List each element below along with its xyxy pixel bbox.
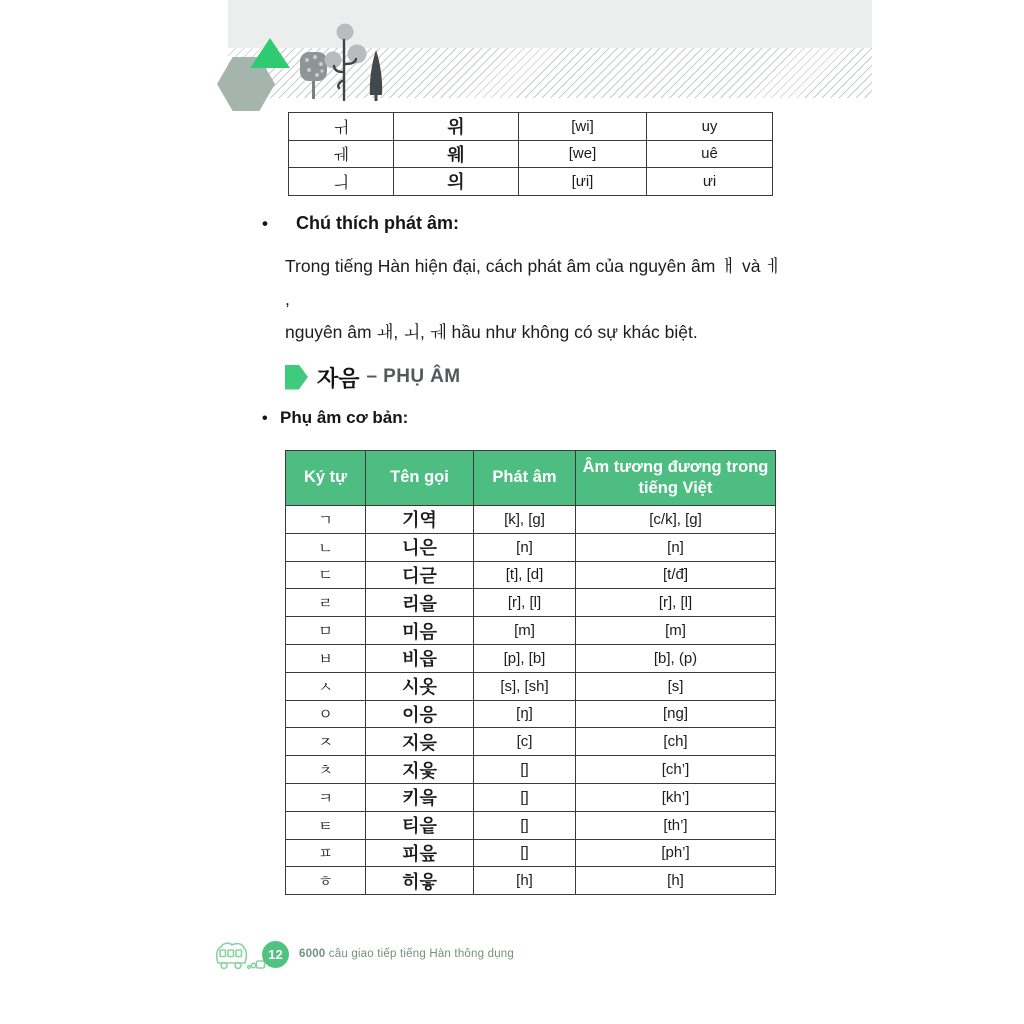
page-number-badge: 12	[262, 941, 289, 968]
table-row	[286, 533, 776, 561]
column-header-symbol: Ký tự	[286, 451, 366, 506]
table-row	[286, 839, 776, 867]
consonant-pronunciation: [t], [d]	[474, 561, 576, 589]
table-row	[289, 113, 773, 141]
vowel-vietnamese: ưi	[647, 168, 773, 196]
consonant-pronunciation: [c]	[474, 728, 576, 756]
consonant-name: 지읒	[366, 728, 474, 756]
consonant-vietnamese: [r], [l]	[576, 589, 776, 617]
consonant-vietnamese: [s]	[576, 672, 776, 700]
column-header-vietnamese: Âm tương đương trong tiếng Việt	[576, 451, 776, 506]
consonant-pronunciation: [s], [sh]	[474, 672, 576, 700]
consonant-pronunciation: []	[474, 783, 576, 811]
bullet-dot: •	[262, 214, 268, 233]
bullet-dot: •	[262, 410, 268, 427]
table-row	[289, 168, 773, 196]
note-heading-label: Chú thích phát âm:	[296, 213, 459, 233]
table-header-row	[286, 451, 776, 506]
consonant-name: 비읍	[366, 644, 474, 672]
consonant-pronunciation: [ŋ]	[474, 700, 576, 728]
consonant-symbol: ㅇ	[286, 700, 366, 728]
subsection-heading-label: Phụ âm cơ bản:	[280, 408, 409, 427]
table-row	[286, 811, 776, 839]
vowel-pronunciation: [ưi]	[519, 168, 647, 196]
consonant-vietnamese: [m]	[576, 617, 776, 645]
consonant-vietnamese: [ng]	[576, 700, 776, 728]
consonant-name: 리을	[366, 589, 474, 617]
vowel-vietnamese: uê	[647, 140, 773, 168]
vowel-vietnamese: uy	[647, 113, 773, 141]
trees-illustration	[292, 20, 397, 102]
consonant-vietnamese: [n]	[576, 533, 776, 561]
consonant-pronunciation: [h]	[474, 867, 576, 895]
consonant-symbol: ㄴ	[286, 533, 366, 561]
consonant-symbol: ㄹ	[286, 589, 366, 617]
consonant-pronunciation: [k], [g]	[474, 506, 576, 534]
table-row	[286, 561, 776, 589]
table-row	[286, 589, 776, 617]
note-heading	[262, 213, 459, 234]
consonant-vietnamese: [kh’]	[576, 783, 776, 811]
consonant-pronunciation: [p], [b]	[474, 644, 576, 672]
consonant-symbol: ㄱ	[286, 506, 366, 534]
table-row	[286, 700, 776, 728]
vowel-name: 의	[394, 168, 519, 196]
table-row	[289, 140, 773, 168]
vowel-pronunciation: [we]	[519, 140, 647, 168]
consonant-name: 피읖	[366, 839, 474, 867]
consonant-name: 니은	[366, 533, 474, 561]
consonant-vietnamese: [c/k], [g]	[576, 506, 776, 534]
consonant-pronunciation: [n]	[474, 533, 576, 561]
vowel-table	[288, 112, 773, 196]
consonant-symbol: ㅌ	[286, 811, 366, 839]
consonant-name: 지읓	[366, 756, 474, 784]
note-line: Trong tiếng Hàn hiện đại, cách phát âm của nguyên âm ㅐ và ㅔ ,	[285, 256, 783, 309]
vowel-pronunciation: [wi]	[519, 113, 647, 141]
consonant-pronunciation: []	[474, 756, 576, 784]
consonant-table	[285, 450, 776, 895]
table-row	[286, 756, 776, 784]
section-heading	[285, 363, 461, 391]
section-arrow-icon	[285, 365, 308, 390]
consonant-symbol: ㅈ	[286, 728, 366, 756]
consonant-symbol: ㅎ	[286, 867, 366, 895]
table-row	[286, 506, 776, 534]
consonant-pronunciation: [r], [l]	[474, 589, 576, 617]
note-paragraph	[285, 250, 790, 349]
bus-icon	[214, 939, 266, 977]
vowel-name: 웨	[394, 140, 519, 168]
consonant-vietnamese: [ch’]	[576, 756, 776, 784]
consonant-name: 키읔	[366, 783, 474, 811]
consonant-name: 미음	[366, 617, 474, 645]
footer-book-title	[299, 948, 514, 960]
consonant-symbol: ㅊ	[286, 756, 366, 784]
consonant-name: 디귿	[366, 561, 474, 589]
vowel-symbol: ㅞ	[289, 140, 394, 168]
column-header-pronunciation: Phát âm	[474, 451, 576, 506]
consonant-vietnamese: [t/đ]	[576, 561, 776, 589]
vowel-name: 위	[394, 113, 519, 141]
subsection-heading	[262, 408, 408, 428]
consonant-vietnamese: [b], (p)	[576, 644, 776, 672]
table-row	[286, 728, 776, 756]
consonant-vietnamese: [h]	[576, 867, 776, 895]
note-line: nguyên âm ㅙ, ㅚ, ㅞ hầu như không có sự khác biệt.	[285, 322, 698, 342]
table-row	[286, 867, 776, 895]
table-row	[286, 783, 776, 811]
consonant-pronunciation: []	[474, 811, 576, 839]
consonant-vietnamese: [th’]	[576, 811, 776, 839]
consonant-vietnamese: [ch]	[576, 728, 776, 756]
section-title-korean: 자음	[317, 365, 360, 391]
consonant-pronunciation: [m]	[474, 617, 576, 645]
consonant-symbol: ㄷ	[286, 561, 366, 589]
footer-title-number: 6000	[299, 948, 326, 960]
vowel-symbol: ㅢ	[289, 168, 394, 196]
consonant-name: 티읕	[366, 811, 474, 839]
consonant-name: 이응	[366, 700, 474, 728]
table-row	[286, 617, 776, 645]
consonant-symbol: ㅁ	[286, 617, 366, 645]
footer-title-text: câu giao tiếp tiếng Hàn thông dụng	[325, 948, 514, 960]
consonant-name: 히읗	[366, 867, 474, 895]
consonant-symbol: ㅍ	[286, 839, 366, 867]
section-title-vietnamese: – PHỤ ÂM	[366, 366, 461, 387]
consonant-pronunciation: []	[474, 839, 576, 867]
table-row	[286, 644, 776, 672]
consonant-name: 시옷	[366, 672, 474, 700]
consonant-symbol: ㅅ	[286, 672, 366, 700]
consonant-vietnamese: [ph’]	[576, 839, 776, 867]
vowel-symbol: ㅟ	[289, 113, 394, 141]
consonant-name: 기역	[366, 506, 474, 534]
consonant-symbol: ㅋ	[286, 783, 366, 811]
table-row	[286, 672, 776, 700]
column-header-name: Tên gọi	[366, 451, 474, 506]
consonant-symbol: ㅂ	[286, 644, 366, 672]
